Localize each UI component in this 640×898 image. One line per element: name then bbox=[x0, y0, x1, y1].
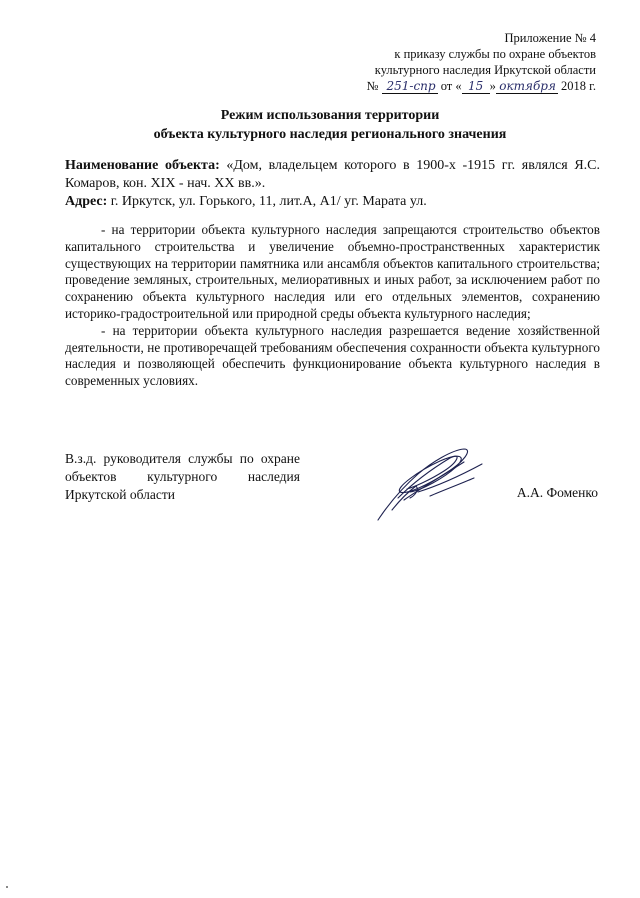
order-number-prefix: № bbox=[366, 79, 379, 93]
regime-paragraph-permissions: - на территории объекта культурного наследия разрешается ведение хозяйственной деятельности, не противоречащей требованиям обеспечения сохранности объекта культурного наследия и позволяющей обеспечить функционирование объекта культурного наследия в современных условиях. bbox=[65, 322, 600, 389]
order-day-handwritten: 15 bbox=[462, 79, 490, 94]
object-address-value: г. Иркутск, ул. Горького, 11, лит.А, А1/ уг. Марата ул. bbox=[110, 194, 427, 209]
object-name-row bbox=[65, 157, 600, 193]
object-info bbox=[65, 157, 600, 211]
scan-speck bbox=[6, 886, 8, 888]
object-name-value: «Дом, владельцем которого в 1900-х -1915 гг. являлся Я.С. Комаров, кон. XIX - нач. XX вв.». bbox=[65, 158, 600, 191]
regime-paragraph-prohibitions: - на территории объекта культурного наследия запрещаются строительство объектов капитального строительства и увеличение объемно-пространственных характеристик существующих на территории памятника или ансамбля объектов капитального строительства; проведение земляных, строительных, мелиоративных и иных работ, за исключением работ по сохранению объекта культурного наследия или его отдельных элементов, сохранению историко-градостроительной или природной среды объекта культурного наследия; bbox=[65, 222, 600, 321]
signatory-name: А.А. Фоменко bbox=[516, 485, 598, 500]
appendix-header bbox=[367, 30, 596, 94]
object-address-label: Адрес: bbox=[65, 194, 108, 209]
object-name-label: Наименование объекта: bbox=[65, 158, 220, 173]
handwritten-signature bbox=[360, 440, 490, 525]
order-reference-line1: к приказу службы по охране объектов bbox=[394, 47, 596, 61]
signatory-position: В.з.д. руководителя службы по охране объектов культурного наследия Иркутской области bbox=[65, 451, 300, 502]
order-month-handwritten: октября bbox=[496, 79, 558, 94]
order-date-prefix: от « bbox=[440, 79, 462, 93]
document-title bbox=[60, 106, 600, 144]
object-address-row bbox=[65, 193, 600, 211]
title-line2: объекта культурного наследия регионального значения bbox=[153, 127, 507, 142]
order-reference-line2: культурного наследия Иркутской области bbox=[374, 63, 596, 77]
regime-text bbox=[65, 222, 600, 390]
order-number-line: № 251-спр от « 15 » октября 2018 г. bbox=[366, 79, 596, 93]
appendix-number: Приложение № 4 bbox=[504, 31, 596, 45]
order-number-handwritten: 251-спр bbox=[382, 79, 438, 94]
order-year: 2018 г. bbox=[561, 79, 596, 93]
title-line1: Режим использования территории bbox=[220, 108, 440, 123]
